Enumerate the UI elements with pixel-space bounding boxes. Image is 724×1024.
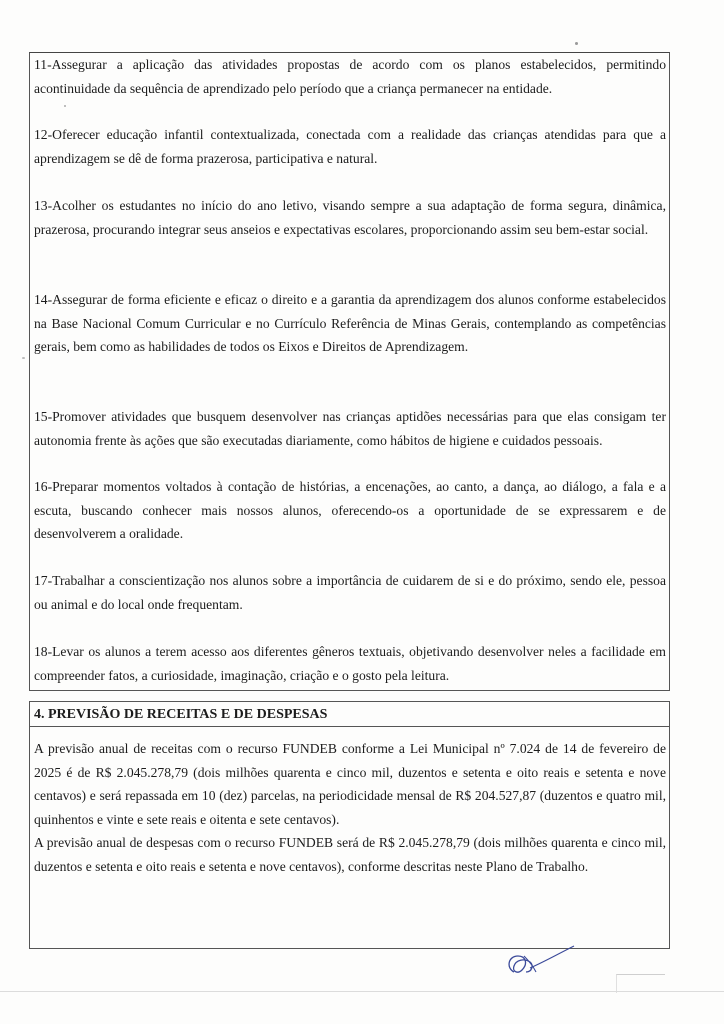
- revenue-expense-section: [29, 701, 670, 949]
- scan-speck: [575, 42, 578, 45]
- objective-item-16: 16-Preparar momentos voltados à contação de histórias, a encenações, ao canto, a dança, ao diálogo, a fala e a escuta, buscando conhecer mais nossos alunos, oferecendo-os a oportunidade de se expressarem e de desenvolverem a oralidade.: [34, 479, 666, 541]
- objective-item-18: 18-Levar os alunos a terem acesso aos diferentes gêneros textuais, objetivando desenvolver neles a facilidade em compreender fatos, a curiosidade, imaginação, criação e o gosto pela leitura.: [34, 644, 666, 683]
- objective-item-12: 12-Oferecer educação infantil contextualizada, conectada com a realidade das crianças atendidas para que a aprendizagem se dê de forma prazerosa, participativa e natural.: [34, 127, 666, 166]
- objectives-box: [29, 52, 670, 691]
- section-heading: 4. PREVISÃO DE RECEITAS E DE DESPESAS: [30, 702, 669, 727]
- objective-item-13: 13-Acolher os estudantes no início do ano letivo, visando sempre a sua adaptação de forma segura, dinâmica, prazerosa, procurando integrar seus anseios e expectativas escolares, proporcionando assim seu bem-estar social.: [34, 198, 666, 237]
- expense-paragraph: A previsão anual de despesas com o recurso FUNDEB será de R$ 2.045.278,79 (dois milhões quarenta e cinco mil, duzentos e setenta e oito reais e setenta e nove centavos), conforme descritas neste Plano de Trabalho.: [34, 835, 666, 874]
- objective-item-15: 15-Promover atividades que busquem desenvolver nas crianças aptidões necessárias para que elas consigam ter autonomia frente às ações que são executadas diariamente, como hábitos de higiene e cuidados pessoais.: [34, 409, 666, 448]
- footer-divider: [0, 991, 724, 992]
- scan-speck: [22, 357, 25, 359]
- signature-icon: [500, 942, 580, 982]
- objective-item-11: 11-Assegurar a aplicação das atividades propostas de acordo com os planos estabelecidos, permitindo acontinuidade da sequência de aprendizado pelo período que a criança permanecer na entidade.: [34, 57, 666, 96]
- objective-item-17: 17-Trabalhar a conscientização nos alunos sobre a importância de cuidarem de si e do próximo, sendo ele, pessoa ou animal e do local onde frequentam.: [34, 573, 666, 612]
- objective-item-14: 14-Assegurar de forma eficiente e eficaz o direito e a garantia da aprendizagem dos alunos conforme estabelecidos na Base Nacional Comum Curricular e no Currículo Referência de Minas Gerais, contemplando as competências gerais, bem como as habilidades de todos os Eixos e Direitos de Aprendizagem.: [34, 292, 666, 354]
- scan-speck: [64, 105, 66, 107]
- revenue-paragraph: A previsão anual de receitas com o recurso FUNDEB conforme a Lei Municipal nº 7.024 de 14 de fevereiro de 2025 é de R$ 2.045.278,79 (dois milhões quarenta e cinco mil, duzentos e setenta e oito reais e setenta e nove centavos) e será repassada em 10 (dez) parcelas, na periodicidade mensal de R$ 204.527,87 (duzentos e quatro mil, quinhentos e vinte e sete reais e oitenta e sete centavos).: [34, 741, 666, 827]
